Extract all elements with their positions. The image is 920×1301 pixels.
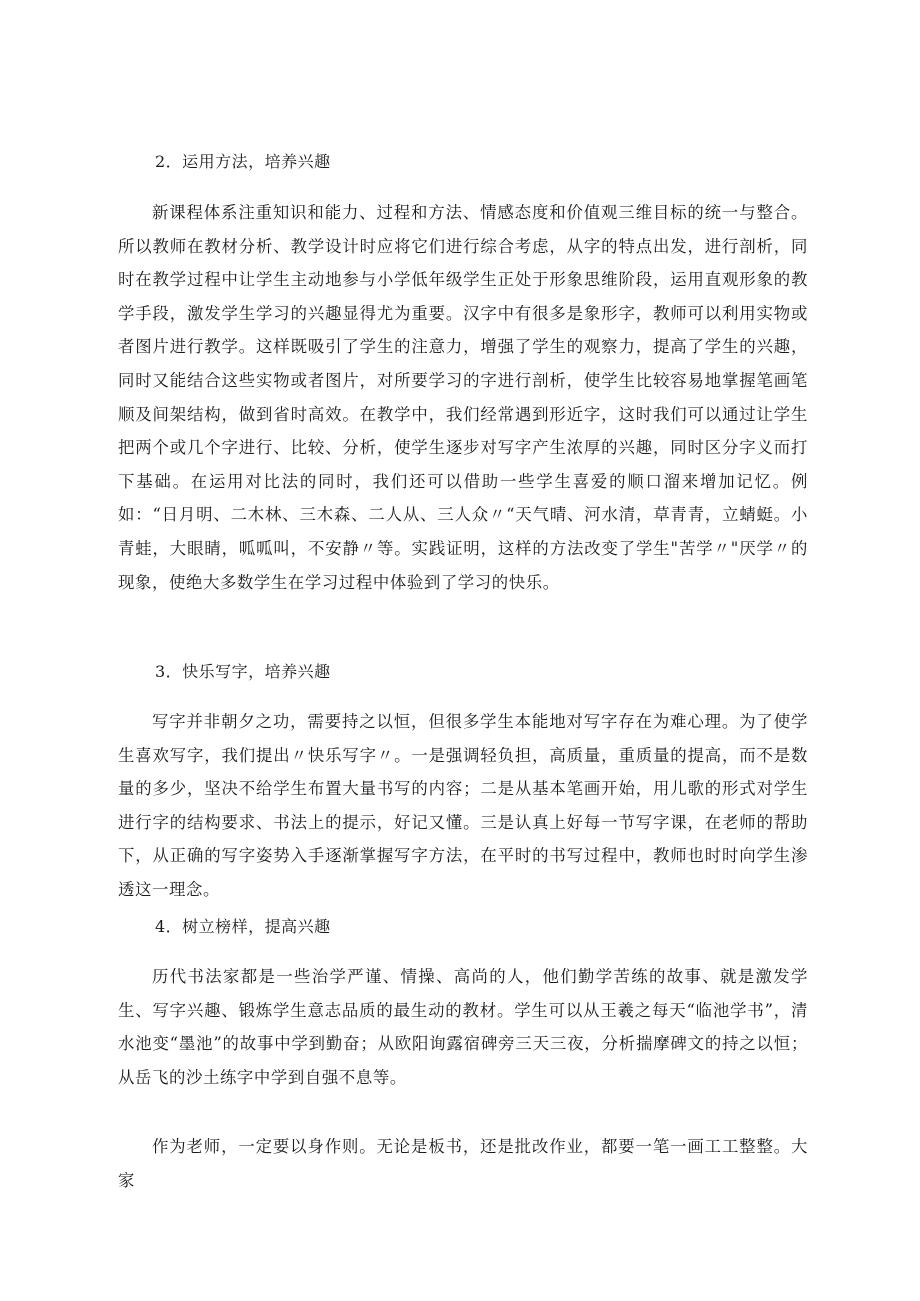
paragraph-teacher-example: 作为老师，一定要以身作则。无论是板书，还是批改作业，都要一笔一画工工整整。大家 xyxy=(118,1137,808,1190)
paragraph-role-models: 历代书法家都是一些治学严谨、情操、高尚的人，他们勤学苦练的故事、就是激发学生、写字兴趣、锻炼学生意志品质的最生动的教材。学生可以从王羲之每天“临池学书”，清水池变“墨池”的故事中学到勤奋；从欧阳询露宿碑旁三天三夜，分析揣摩碑文的持之以恒；从岳飞的沙土练字中学到自强不息等。 xyxy=(118,967,808,1087)
paragraph-happy-writing: 写字并非朝夕之功，需要持之以恒，但很多学生本能地对写字存在为难心理。为了使学生喜欢写字，我们提出〃快乐写字〃。一是强调轻负担，高质量，重质量的提高，而不是数量的多少，坚决不给学生布置大量书写的内容；二是从基本笔画开始，用儿歌的形式对学生进行字的结构要求、书法上的提示，好记又懂。三是认真上好每一节写字课，在老师的帮助下，从正确的写字姿势入手逐渐掌握写字方法，在平时的书写过程中，教师也时时向学生渗透这一理念。 xyxy=(118,712,808,899)
section-heading-4: 4．树立榜样，提高兴趣 xyxy=(155,917,331,936)
paragraph-method: 新课程体系注重知识和能力、过程和方法、情感态度和价值观三维目标的统一与整合。所以教师在教材分析、教学设计时应将它们进行综合考虑，从字的特点出发，进行剖析，同时在教学过程中让学生主动地参与小学低年级学生正处于形象思维阶段，运用直观形象的教学手段，激发学生学习的兴趣显得尤为重要。汉字中有很多是象形字，教师可以利用实物或者图片进行教学。这样既吸引了学生的注意力，增强了学生的观察力，提高了学生的兴趣，同时又能结合这些实物或者图片，对所要学习的字进行剖析，使学生比较容易地掌握笔画笔顺及间架结构，做到省时高效。在教学中，我们经常遇到形近字，这时我们可以通过让学生把两个或几个字进行、比较、分析，使学生逐步对写字产生浓厚的兴趣，同时区分字义而打下基础。在运用对比法的同时，我们还可以借助一些学生喜爱的顺口溜来增加记忆。例如：“日月明、二木林、三木森、二人从、三人众〃“天气晴、河水清，草青青，立蜻蜓。小青蛙，大眼睛，呱呱叫，不安静〃等。实践证明，这样的方法改变了学生"苦学〃"厌学〃的现象，使绝大多数学生在学习过程中体验到了学习的快乐。 xyxy=(118,203,808,592)
section-heading-2: 2．运用方法，培养兴趣 xyxy=(155,152,331,171)
section-heading-3: 3．快乐写字，培养兴趣 xyxy=(155,662,331,681)
